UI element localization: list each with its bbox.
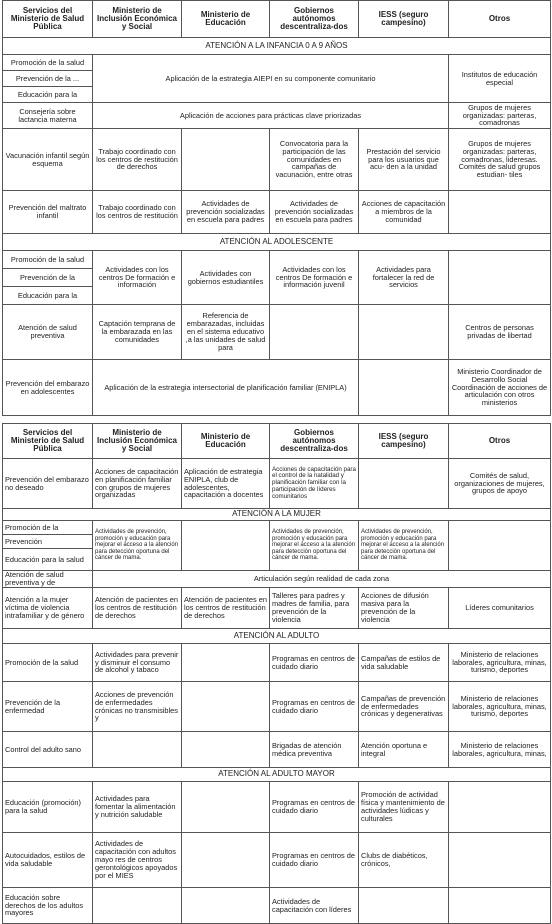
mineduc-cell xyxy=(182,782,270,833)
section-row-adulto-mayor xyxy=(3,768,551,782)
service-cell: Promoción de la xyxy=(3,521,93,535)
col-header-mineduc: Ministerio de Educación xyxy=(182,424,270,459)
otros-cell: Ministerio de relaciones laborales, agricultura, minas, turismo, deportes xyxy=(449,644,551,682)
mies-cell: Actividades para fomentar la alimentación y nutrición saludable xyxy=(93,782,182,833)
table-row xyxy=(3,571,551,588)
gad-cell: Actividades de prevención, promoción y educación para mejorar el acceso a la atención para detección oportuna del cáncer de mama. xyxy=(270,521,359,571)
service-cell: Prevención de la ... xyxy=(3,71,93,87)
col-header-mies: Ministerio de Inclusión Económica y Social xyxy=(93,1,182,38)
col-header-msp: Servicios del Ministerio de Salud Pública xyxy=(3,1,93,38)
otros-cell: Ministerio de relaciones laborales, agricultura, minas, xyxy=(449,732,551,768)
header-row xyxy=(3,1,551,38)
section-row-adulto xyxy=(3,629,551,644)
iess-cell xyxy=(359,459,449,509)
gad-cell: Programas en centros de cuidado diario xyxy=(270,833,359,888)
service-cell: Prevención de la xyxy=(3,269,93,287)
service-cell: Educación (promoción) para la salud xyxy=(3,782,93,833)
service-cell: Control del adulto sano xyxy=(3,732,93,768)
col-header-otros: Otros xyxy=(449,424,551,459)
mineduc-cell xyxy=(182,129,270,191)
otros-cell xyxy=(449,888,551,924)
service-cell: Atención de salud preventiva xyxy=(3,305,93,360)
mineduc-cell xyxy=(182,732,270,768)
table-row xyxy=(3,588,551,629)
col-header-mies: Ministerio de Inclusión Económica y Social xyxy=(93,424,182,459)
table-row xyxy=(3,682,551,732)
mineduc-cell: Actividades con gobiernos estudiantiles xyxy=(182,251,270,305)
col-header-gad: Gobiernos autónomos descentraliza-dos xyxy=(270,424,359,459)
table-row xyxy=(3,360,551,416)
service-cell: Atención de salud preventiva y de xyxy=(3,571,93,588)
service-cell: Promoción de la salud xyxy=(3,644,93,682)
gad-cell: Programas en centros de cuidado diario xyxy=(270,782,359,833)
iess-cell: Clubs de diabéticos, crónicos, xyxy=(359,833,449,888)
mies-cell: Atención de pacientes en los centros de restitución de derechos xyxy=(93,588,182,629)
gad-cell: Actividades con los centros De formación e información juvenil xyxy=(270,251,359,305)
intersectoral-table-top xyxy=(2,0,551,416)
service-cell: Autocuidados, estilos de vida saludable xyxy=(3,833,93,888)
otros-cell xyxy=(449,191,551,234)
table-row xyxy=(3,305,551,360)
mies-cell: Actividades de prevención, promoción y educación para mejorar el acceso a la atención para detección oportuna del cáncer de mama. xyxy=(93,521,182,571)
mies-cell: Actividades para prevenir y disminuir el consumo de alcohol y tabaco xyxy=(93,644,182,682)
table-row xyxy=(3,251,551,269)
otros-cell: Grupos de mujeres organizadas: parteras, comadronas, lideresas. Comités de salud grupos estudian- tiles xyxy=(449,129,551,191)
col-header-iess: IESS (seguro campesino) xyxy=(359,424,449,459)
gad-cell: Actividades de capacitación con líderes xyxy=(270,888,359,924)
iess-cell: Promoción de actividad física y mantenimiento de actividades lúdicas y culturales xyxy=(359,782,449,833)
iess-cell xyxy=(359,888,449,924)
table-row xyxy=(3,191,551,234)
col-header-otros: Otros xyxy=(449,1,551,38)
table-row xyxy=(3,459,551,509)
articulacion-span-cell: Articulación según realidad de cada zona xyxy=(93,571,551,588)
otros-cell xyxy=(449,251,551,305)
iess-cell xyxy=(359,305,449,360)
service-cell: Prevención de la enfermedad xyxy=(3,682,93,732)
aiepi-span-cell: Aplicación de la estrategia AIEPI en su componente comunitario xyxy=(93,55,449,103)
iess-cell: Actividades de prevención, promoción y educación para mejorar el acceso a la atención para detección oportuna del cáncer de mama. xyxy=(359,521,449,571)
mies-cell xyxy=(93,732,182,768)
gad-cell xyxy=(270,305,359,360)
table-row xyxy=(3,103,551,129)
header-row xyxy=(3,424,551,459)
table-row xyxy=(3,644,551,682)
table-row xyxy=(3,55,551,71)
mineduc-cell xyxy=(182,521,270,571)
mineduc-cell: Aplicación de estrategia ENIPLA, club de adolescentes, capacitación a docentes xyxy=(182,459,270,509)
gad-cell: Acciones de capacitación para el control de la natalidad y planificación familiar con la participación de líderes comunitarios xyxy=(270,459,359,509)
otros-cell xyxy=(449,833,551,888)
section-title-infancia: ATENCIÓN A LA INFANCIA 0 A 9 AÑOS xyxy=(3,38,551,55)
mies-cell xyxy=(93,888,182,924)
mies-cell: Trabajo coordinado con los centros de restitución de derechos xyxy=(93,129,182,191)
section-row-infancia xyxy=(3,38,551,55)
otros-cell: Centros de personas privadas de libertad xyxy=(449,305,551,360)
iess-cell: Campañas de prevención de enfermedades crónicas y degenerativas xyxy=(359,682,449,732)
service-cell: Educación para la salud xyxy=(3,549,93,571)
iess-cell: Acciones de capacitación a miembros de la comunidad xyxy=(359,191,449,234)
mies-cell: Captación temprana de la embarazada en las comunidades xyxy=(93,305,182,360)
gad-cell: Programas en centros de cuidado diario xyxy=(270,682,359,732)
otros-cell xyxy=(449,521,551,571)
mies-cell: Acciones de prevención de enfermedades crónicas no transmisibles y xyxy=(93,682,182,732)
otros-cell: Ministerio Coordinador de Desarrollo Social Coordinación de acciones de articulación con otros ministerios xyxy=(449,360,551,416)
mies-cell: Trabajo coordinado con los centros de restitución xyxy=(93,191,182,234)
service-cell: Prevención del embarazo no deseado xyxy=(3,459,93,509)
iess-cell: Prestación del servicio para los usuarios que acu- den a la unidad xyxy=(359,129,449,191)
service-cell: Prevención del embarazo en adolescentes xyxy=(3,360,93,416)
table-row xyxy=(3,521,551,535)
otros-cell: Ministerio de relaciones laborales, agricultura, minas, turismo, deportes xyxy=(449,682,551,732)
mies-cell: Actividades con los centros De formación e información xyxy=(93,251,182,305)
section-row-mujer xyxy=(3,509,551,521)
otros-cell: Grupos de mujeres organizadas: parteras, comadronas xyxy=(449,103,551,129)
gad-cell: Talleres para padres y madres de familia, para prevención de la violencia xyxy=(270,588,359,629)
gad-cell: Brigadas de atención médica preventiva xyxy=(270,732,359,768)
table-row xyxy=(3,732,551,768)
col-header-mineduc: Ministerio de Educación xyxy=(182,1,270,38)
gad-cell: Programas en centros de cuidado diario xyxy=(270,644,359,682)
gad-cell: Actividades de prevención socializadas en escuela para padres xyxy=(270,191,359,234)
col-header-gad: Gobiernos autónomos descentraliza-dos xyxy=(270,1,359,38)
gad-cell: Convocatoria para la participación de las comunidades en campañas de vacunación, entre otras xyxy=(270,129,359,191)
service-cell: Educación sobre derechos de los adultos mayores xyxy=(3,888,93,924)
col-header-msp: Servicios del Ministerio de Salud Pública xyxy=(3,424,93,459)
mineduc-cell xyxy=(182,833,270,888)
table-row xyxy=(3,129,551,191)
section-title-adolescente: ATENCIÓN AL ADOLESCENTE xyxy=(3,234,551,251)
mineduc-cell: Actividades de prevención socializadas en escuela para padres xyxy=(182,191,270,234)
mineduc-cell xyxy=(182,644,270,682)
iess-cell: Acciones de difusión masiva para la prevención de la violencia xyxy=(359,588,449,629)
service-cell: Promoción de la salud xyxy=(3,251,93,269)
service-cell: Consejería sobre lactancia materna xyxy=(3,103,93,129)
mies-cell: Acciones de capacitación en planificación familiar con grupos de mujeres organizadas xyxy=(93,459,182,509)
service-cell: Atención a la mujer víctima de violencia intrafamiliar y de género xyxy=(3,588,93,629)
practicas-span-cell: Aplicación de acciones para prácticas clave priorizadas xyxy=(93,103,449,129)
service-cell: Prevención xyxy=(3,535,93,549)
otros-cell: Comités de salud, organizaciones de mujeres, grupos de apoyo xyxy=(449,459,551,509)
section-title-adulto-mayor: ATENCIÓN AL ADULTO MAYOR xyxy=(3,768,551,782)
table-row xyxy=(3,782,551,833)
section-title-adulto: ATENCIÓN AL ADULTO xyxy=(3,629,551,644)
mies-cell: Actividades de capacitación con adultos mayo res de centros gerontológicos apoyados por el MIES xyxy=(93,833,182,888)
section-title-mujer: ATENCIÓN A LA MUJER xyxy=(3,509,551,521)
iess-cell xyxy=(359,360,449,416)
table-row xyxy=(3,888,551,924)
service-cell: Educación para la xyxy=(3,87,93,103)
col-header-iess: IESS (seguro campesino) xyxy=(359,1,449,38)
table-row xyxy=(3,833,551,888)
mineduc-cell xyxy=(182,888,270,924)
service-cell: Promoción de la salud xyxy=(3,55,93,71)
enipla-span-cell: Aplicación de la estrategia intersectorial de planificación familiar (ENIPLA) xyxy=(93,360,359,416)
section-row-adolescente xyxy=(3,234,551,251)
mineduc-cell xyxy=(182,682,270,732)
mineduc-cell: Referencia de embarazadas, incluidas en el sistema educativo ,a las unidades de salud para xyxy=(182,305,270,360)
intersectoral-table-bottom xyxy=(2,423,551,924)
iess-cell: Campañas de estilos de vida saludable xyxy=(359,644,449,682)
otros-cell xyxy=(449,782,551,833)
iess-cell: Actividades para fortalecer la red de servicios xyxy=(359,251,449,305)
service-cell: Educación para la xyxy=(3,287,93,305)
otros-cell: Institutos de educación especial xyxy=(449,55,551,103)
mineduc-cell: Atención de pacientes en los centros de restitución de derechos xyxy=(182,588,270,629)
service-cell: Prevención del maltrato infantil xyxy=(3,191,93,234)
iess-cell: Atención oportuna e integral xyxy=(359,732,449,768)
service-cell: Vacunación infantil según esquema xyxy=(3,129,93,191)
otros-cell: Líderes comunitarios xyxy=(449,588,551,629)
